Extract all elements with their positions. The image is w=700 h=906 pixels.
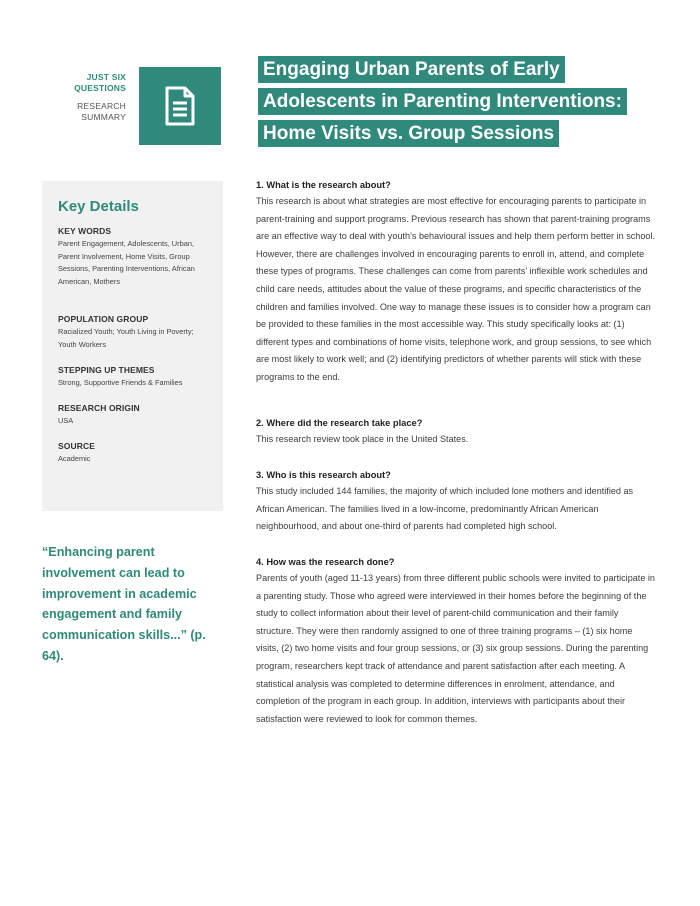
question-3-heading: 3. Who is this research about? [256,470,391,480]
report-type-line2: SUMMARY [81,112,126,122]
research-origin-heading: RESEARCH ORIGIN [58,403,140,413]
source-text: Academic [58,454,91,463]
population-group-text: Racialized Youth; Youth Living in Poverty; Youth Workers [58,327,194,349]
page-title [258,56,627,152]
question-2-heading: 2. Where did the research take place? [256,418,423,428]
question-2 [256,416,656,449]
report-type-label [40,72,126,123]
question-4-body: Parents of youth (aged 11-13 years) from three different public schools were invited to participate in a parenting study. Those who agreed were interviewed in their homes before the beginning of the study to collect information about their level of parent-child communication and their family structure. They were then randomly assigned to one of three training programs – (1) six home visits, (2) two home visits and four group sessions, or (3) six group sessions. During the parenting program, researchers kept track of attendance and parent satisfaction after each meeting. A statistical analysis was completed to determine differences in enrolment, attendance, and completion of the program in each group. In addition, interviews with participants about their satisfaction were reviewed to look for common themes. [256,573,655,724]
title-line-2: Adolescents in Parenting Interventions: [258,88,627,115]
key-words-section [58,226,208,288]
stepping-up-themes-text: Strong, Supportive Friends & Families [58,378,183,387]
key-words-text: Parent Engagement, Adolescents, Urban, Parent Involvement, Home Visits, Group Sessions, Parenting Interventions, African American, Mothers [58,239,195,286]
title-line-3: Home Visits vs. Group Sessions [258,120,559,147]
population-group-section [58,314,208,351]
title-line-1: Engaging Urban Parents of Early [258,56,565,83]
series-name-line1: JUST SIX [86,72,126,82]
source-section [58,441,208,466]
question-1-heading: 1. What is the research about? [256,180,391,190]
key-details-title: Key Details [58,198,139,215]
question-4 [256,555,656,728]
key-words-heading: KEY WORDS [58,226,112,236]
research-origin-text: USA [58,416,74,425]
source-heading: SOURCE [58,441,95,451]
key-details-panel [42,181,223,511]
stepping-up-themes-heading: STEPPING UP THEMES [58,365,155,375]
series-name-line2: QUESTIONS [74,83,126,93]
report-type-line1: RESEARCH [77,101,126,111]
question-1 [256,178,656,387]
document-icon [163,85,197,127]
question-2-body: This research review took place in the United States. [256,434,469,444]
question-1-body: This research is about what strategies are most effective for encouraging parents to participate in parent-training and support programs. Previous research has shown that parent-training programs are an effective way to deal with youth’s behavioural issues and help them perform better in school. However, there are challenges involved in encouraging parents to enroll in, attend, and complete these types of programs. These challenges can come from parents’ inflexible work schedules and child care needs, attitudes about the value of these programs, and specific characteristics of the children and families involved. One way to manage these issues is to consider how a program can be provided to these families in the most accessible way. This study specifically looks at: (1) different types and combinations of home visits, telephone work, and group sessions, to see which are most likely to work well; and (2) identifying predictors of whether parents will stick with these programs to the end. [256,196,656,382]
research-origin-section [58,403,208,428]
document-icon-box [139,67,221,145]
pull-quote: “Enhancing parent involvement can lead to improvement in academic engagement and family communication skills...” (p. 64). [42,545,206,663]
stepping-up-themes-section [58,365,208,390]
question-3-body: This study included 144 families, the majority of which included lone mothers and identified as African American. The families lived in a low-income, predominantly African American neighbourhood, and about one-third of parents had completed high school. [256,486,634,532]
question-4-heading: 4. How was the research done? [256,557,395,567]
population-group-heading: POPULATION GROUP [58,314,149,324]
question-3 [256,468,656,536]
